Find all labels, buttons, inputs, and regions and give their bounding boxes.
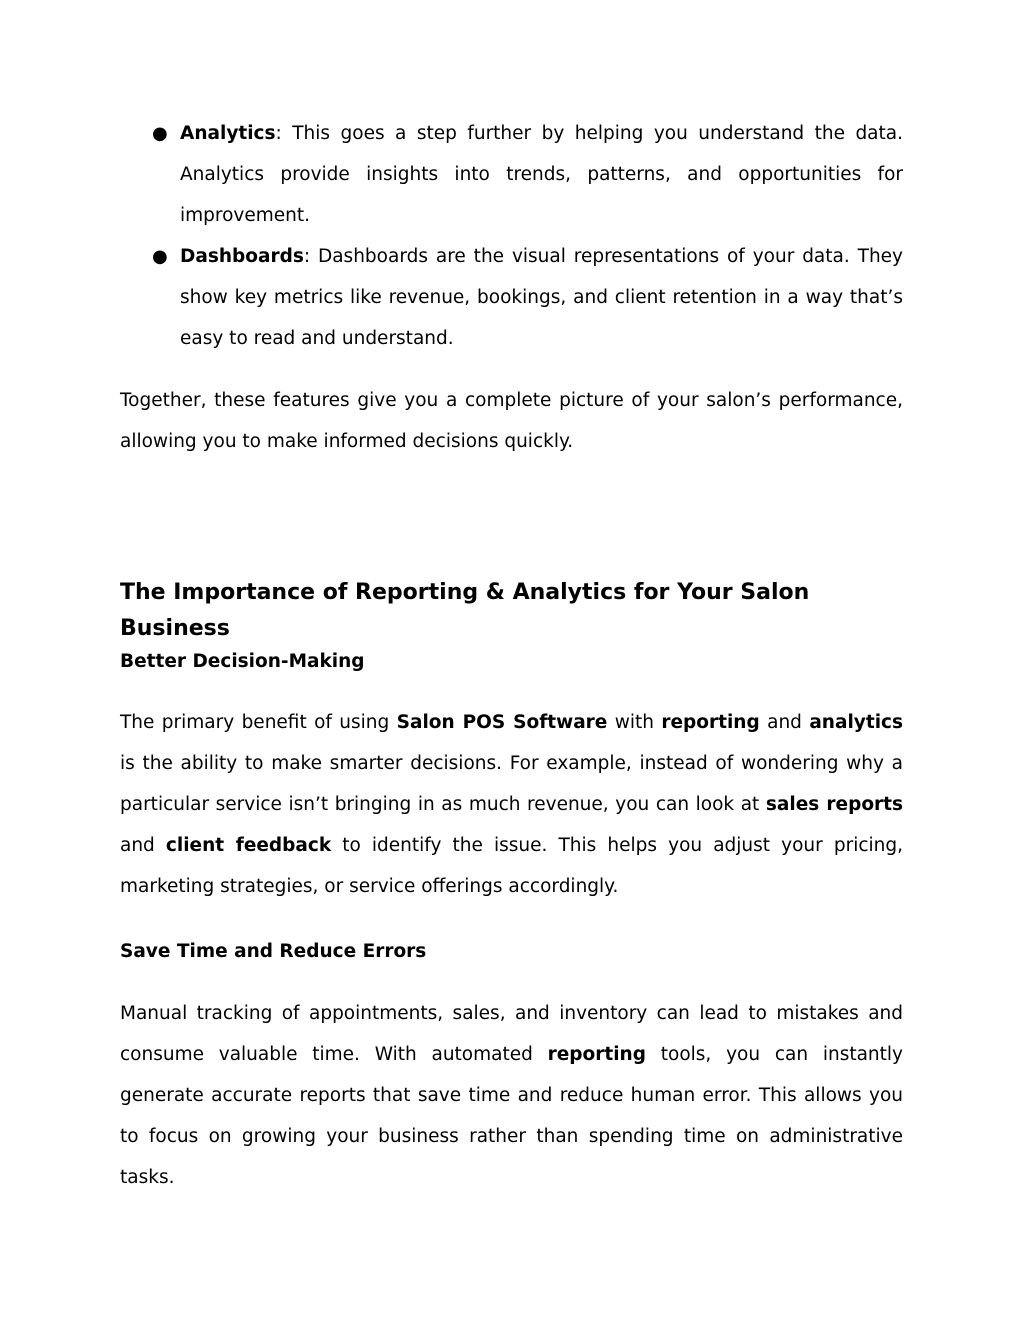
text-segment: is the ability to make smarter decisions. For example, instead of wondering why a particular service isn’t bringing in as much revenue, you can look at	[120, 753, 903, 815]
subheading-save-time: Save Time and Reduce Errors	[120, 941, 427, 962]
bullet-term: Analytics	[180, 123, 276, 144]
text-segment: and	[120, 835, 166, 856]
better-decision-paragraph	[120, 702, 903, 907]
bold-segment: Salon POS Software	[396, 712, 608, 733]
text-segment: and	[759, 712, 810, 733]
bullet-text: : This goes a step further by helping you understand the data. Analytics provide insights into trends, patterns, and opportunities for improvement.	[180, 123, 903, 226]
bold-segment: analytics	[809, 712, 904, 733]
save-time-paragraph	[120, 993, 903, 1198]
bullet-text: : Dashboards are the visual representations of your data. They show key metrics like revenue, bookings, and client retention in a way that’s easy to read and understand.	[180, 246, 903, 349]
bullet-dot-icon: ●	[152, 123, 168, 144]
summary-paragraph: Together, these features give you a complete picture of your salon’s performance, allowing you to make informed decisions quickly.	[120, 390, 903, 452]
bold-segment: client feedback	[165, 835, 332, 856]
feature-bullet-list	[120, 113, 903, 359]
bullet-analytics	[120, 113, 903, 236]
text-segment: The primary benefit of using	[120, 712, 397, 733]
bullet-dashboards	[120, 236, 903, 359]
bullet-term: Dashboards	[180, 246, 304, 267]
subheading-better-decision-making: Better Decision-Making	[120, 651, 365, 672]
text-segment: Manual tracking of appointments, sales, and inventory can lead to mistakes and consume valuable time. With automated	[120, 1003, 903, 1065]
text-segment: to identify the issue. This helps you adjust your pricing, marketing strategies, or service offerings accordingly.	[120, 835, 903, 897]
bold-segment: reporting	[661, 712, 760, 733]
bold-segment: reporting	[547, 1044, 646, 1065]
section-heading: The Importance of Reporting & Analytics for Your Salon Business	[120, 580, 810, 641]
text-segment: with	[607, 712, 662, 733]
text-segment: tools, you can instantly generate accurate reports that save time and reduce human error. This allows you to focus on growing your business rather than spending time on administrative tasks.	[120, 1044, 903, 1188]
bold-segment: sales reports	[765, 794, 904, 815]
bullet-dot-icon: ●	[152, 246, 168, 267]
